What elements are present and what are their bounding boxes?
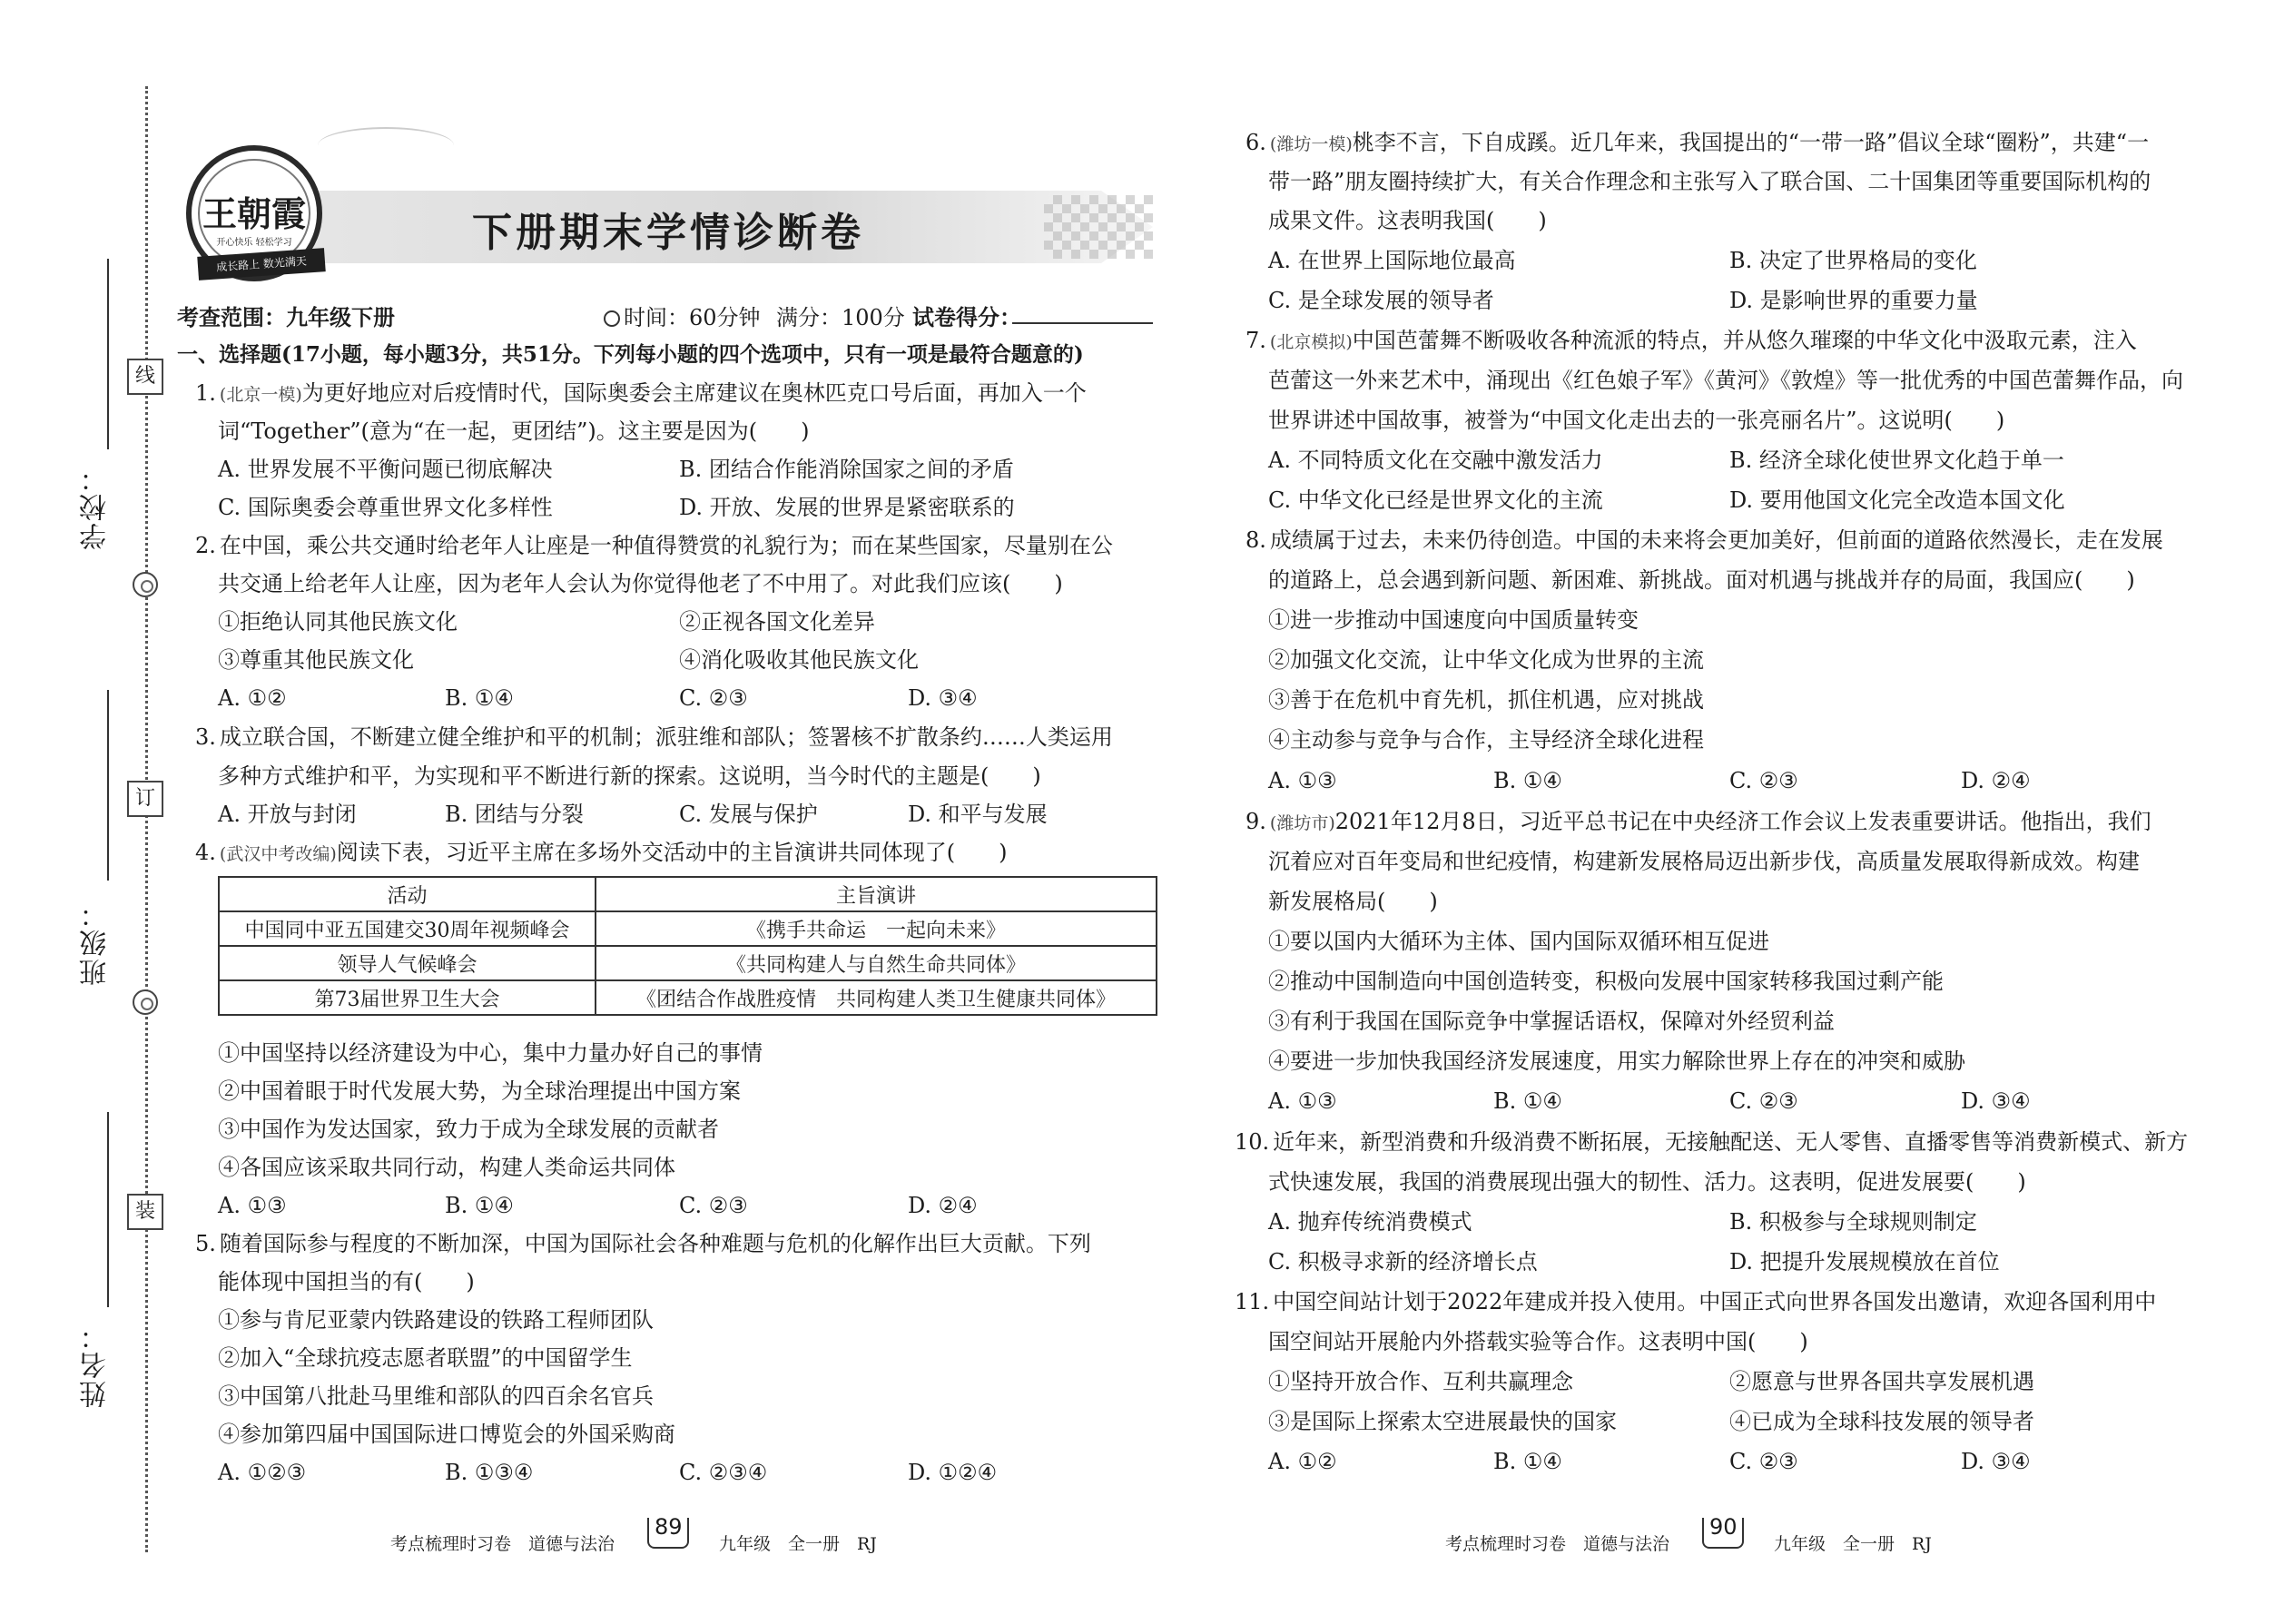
question-text: C. ②③	[1729, 1088, 1798, 1114]
binding-dashed-line	[145, 86, 148, 1552]
seal-line: 线	[127, 359, 163, 395]
table-cell: 《团结合作战胜疫情 共同构建人类卫生健康共同体》	[596, 980, 1157, 1015]
question-stem	[1245, 527, 2163, 554]
question-line	[1268, 447, 1603, 474]
question-text: C. ②③	[679, 685, 748, 711]
question-text: 的道路上，总会遇到新问题、新困难、新挑战。面对机遇与挑战并存的局面，我国应( )	[1268, 567, 2135, 593]
question-stem	[1245, 129, 2149, 158]
question-text: A. ①②③	[218, 1460, 307, 1485]
decorative-ribbon	[318, 127, 454, 163]
question-line	[1729, 447, 2064, 474]
question-text: B. 团结与分裂	[445, 802, 584, 827]
question-text: ④各国应该采取共同行动，构建人类命运共同体	[218, 1155, 675, 1180]
question-number: 7.	[1245, 328, 1266, 353]
question-text: D. ②④	[1961, 768, 2031, 793]
question-line	[218, 801, 357, 828]
question-stem	[1245, 327, 2137, 356]
question-text: 为更好地应对后疫情时代，国际奥委会主席建议在奥林匹克口号后面，再加入一个	[301, 380, 1087, 406]
question-text: ③尊重其他民族文化	[218, 647, 414, 673]
binding-knot-icon	[133, 989, 158, 1015]
question-text: D. 把提升发展规模放在首位	[1729, 1249, 2000, 1275]
question-line	[1729, 1248, 2000, 1275]
question-text: C. 是全球发展的领导者	[1268, 288, 1494, 313]
question-text: C. 发展与保护	[679, 802, 818, 827]
speech-table	[218, 876, 1157, 1016]
table-cell: 领导人气候峰会	[219, 946, 596, 980]
question-text: ④消化吸收其他民族文化	[679, 647, 919, 673]
question-line	[908, 684, 978, 712]
question-text: A. ①③	[218, 1193, 287, 1218]
question-stem	[1235, 1288, 2156, 1315]
question-line	[218, 1383, 654, 1410]
question-text: 国空间站开展舱内外搭载实验等合作。这表明中国( )	[1268, 1329, 1808, 1354]
question-text: 能体现中国担当的有( )	[218, 1269, 475, 1294]
question-stem	[195, 839, 1007, 868]
question-text: B. 决定了世界格局的变化	[1729, 248, 1977, 273]
question-line	[1268, 1408, 1617, 1435]
question-text: 2021年12月8日，习近平总书记在中央经济工作会议上发表重要讲话。他指出，我们	[1334, 809, 2151, 834]
question-line	[679, 608, 875, 635]
question-line	[679, 1459, 767, 1486]
question-line	[1268, 207, 1547, 234]
table-cell: 《共同构建人与自然生命共同体》	[596, 946, 1157, 980]
brand-logo-ribbon: 成长路上 数光满天	[197, 248, 325, 281]
table-header-activity: 活动	[219, 877, 596, 911]
question-line	[218, 646, 414, 674]
question-text: 新发展格局( )	[1268, 889, 1438, 914]
question-stem	[1235, 1128, 2188, 1156]
question-line	[679, 1192, 748, 1219]
school-fill-line[interactable]	[107, 259, 109, 449]
question-text: C. 中华文化已经是世界文化的主流	[1268, 487, 1603, 513]
name-fill-line[interactable]	[107, 1112, 109, 1307]
exam-scope: 考查范围：九年级下册	[177, 304, 395, 330]
question-text: A. 世界发展不平衡问题已彻底解决	[218, 457, 553, 482]
question-text: ①参与肯尼亚蒙内铁路建设的铁路工程师团队	[218, 1307, 654, 1333]
question-text: C. ②③	[679, 1193, 748, 1218]
score-input-line[interactable]	[1012, 322, 1153, 324]
question-text: ④参加第四届中国国际进口博览会的外国采购商	[218, 1422, 675, 1447]
question-text: D. 和平与发展	[908, 802, 1048, 827]
question-line	[1268, 928, 1769, 955]
footer-left-grade: 九年级 全一册 RJ	[719, 1534, 877, 1554]
question-line	[908, 801, 1048, 828]
question-text: ①要以国内大循环为主体、国内国际双循环相互促进	[1268, 929, 1769, 954]
table-row	[219, 911, 1157, 946]
question-number: 3.	[195, 724, 216, 750]
question-line	[1268, 247, 1516, 274]
question-text: 成果文件。这表明我国( )	[1268, 208, 1547, 233]
question-line	[1961, 1088, 2031, 1115]
question-text: 沉着应对百年变局和世纪疫情，构建新发展格局迈出新步伐，高质量发展取得新成效。构建	[1268, 849, 2140, 874]
question-text: B. 经济全球化使世界文化趋于单一	[1729, 448, 2064, 473]
table-cell: 中国同中亚五国建交30周年视频峰会	[219, 911, 596, 946]
exam-time-label: 时间：60分钟	[624, 305, 761, 330]
seal-order: 订	[127, 781, 163, 817]
question-number: 5.	[195, 1231, 216, 1256]
question-line	[1729, 767, 1798, 794]
question-text: 词“Together”(意为“在一起，更团结”)。这主要是因为( )	[218, 418, 810, 444]
checker-pattern	[1044, 195, 1153, 259]
question-text: ④已成为全球科技发展的领导者	[1729, 1409, 2034, 1434]
question-line	[1268, 1088, 1337, 1115]
question-text: 在中国，乘公共交通时给老年人让座是一种值得赞赏的礼貌行为；而在某些国家，尽量别在公	[219, 533, 1113, 558]
question-text: ①进一步推动中国速度向中国质量转变	[1268, 607, 1639, 633]
question-line	[1268, 287, 1494, 314]
question-text: 成绩属于过去，未来仍待创造。中国的未来将会更加美好，但前面的道路依然漫长，走在发展	[1269, 527, 2163, 553]
question-line	[1268, 1048, 1965, 1075]
class-label: 班级：	[80, 899, 112, 986]
question-text: ③有利于我国在国际竞争中掌握话语权，保障对外经贸利益	[1268, 1009, 1835, 1034]
question-text: 带一路”朋友圈持续扩大，有关合作理念和主张写入了联合国、二十国集团等重要国际机构的	[1268, 169, 2151, 194]
question-source: (北京一模)	[219, 385, 302, 405]
question-line	[218, 1039, 763, 1067]
question-line	[1268, 848, 2140, 875]
question-text: 多种方式维护和平，为实现和平不断进行新的探索。这说明，当今时代的主题是( )	[218, 763, 1041, 789]
question-line	[1268, 606, 1639, 634]
question-text: 世界讲述中国故事，被誉为“中国文化走出去的一张亮丽名片”。这说明( )	[1268, 408, 2005, 433]
question-line	[445, 801, 584, 828]
question-line	[218, 494, 553, 521]
question-source: (潍坊市)	[1269, 813, 1335, 833]
page-title: 下册期末学情诊断卷	[472, 210, 864, 256]
question-text: B. ①④	[445, 1193, 514, 1218]
table-cell: 第73届世界卫生大会	[219, 980, 596, 1015]
question-line	[1729, 247, 1977, 274]
question-text: ③善于在危机中育先机，抓住机遇，应对挑战	[1268, 687, 1704, 713]
question-text: D. ③④	[908, 685, 978, 711]
question-line	[1729, 487, 2065, 514]
question-line	[218, 1268, 475, 1295]
question-line	[1961, 1448, 2031, 1475]
table-row	[219, 946, 1157, 980]
question-line	[445, 1192, 514, 1219]
name-label: 姓名：	[80, 1321, 112, 1408]
question-line	[1268, 726, 1704, 753]
question-text: 随着国际参与程度的不断加深，中国为国际社会各种难题与危机的化解作出巨大贡献。下列	[219, 1231, 1091, 1256]
question-stem	[195, 379, 1087, 408]
exam-time	[604, 300, 761, 331]
question-stem	[1245, 808, 2151, 837]
question-text: 成立联合国，不断建立健全维护和平的机制；派驻维和部队；签署核不扩散条约……人类运用	[219, 724, 1113, 750]
question-line	[218, 1192, 287, 1219]
question-text: ①拒绝认同其他民族文化	[218, 609, 458, 635]
class-fill-line[interactable]	[107, 690, 109, 881]
question-text: ②加入“全球抗疫志愿者联盟”的中国留学生	[218, 1345, 633, 1371]
question-text: C. ②③	[1729, 768, 1798, 793]
page-number-right: 90	[1709, 1514, 1738, 1540]
question-text: A. 抛弃传统消费模式	[1268, 1209, 1472, 1235]
question-source: (武汉中考改编)	[219, 844, 337, 864]
question-text: ②愿意与世界各国共享发展机遇	[1729, 1369, 2034, 1394]
question-text: ③是国际上探索太空进展最快的国家	[1268, 1409, 1617, 1434]
question-number: 9.	[1245, 809, 1266, 834]
question-line	[1268, 646, 1704, 674]
footer-right-grade: 九年级 全一册 RJ	[1774, 1534, 1932, 1554]
question-number: 6.	[1245, 130, 1266, 155]
question-text: 式快速发展，我国的消费展现出强大的韧性、活力。这表明，促进发展要( )	[1268, 1169, 2026, 1195]
question-text: A. ①②	[218, 685, 287, 711]
question-line	[1268, 686, 1704, 714]
clock-icon	[604, 310, 620, 327]
question-line	[218, 418, 809, 445]
question-line	[218, 570, 1063, 597]
question-text: C. 积极寻求新的经济增长点	[1268, 1249, 1538, 1275]
question-line	[1268, 968, 1944, 995]
question-line	[218, 684, 287, 712]
question-text: ③中国第八批赴马里维和部队的四百余名官兵	[218, 1383, 654, 1409]
exam-score-label: 试卷得分：	[912, 304, 1021, 330]
question-line	[908, 1192, 978, 1219]
question-line	[1268, 168, 2151, 195]
question-text: 近年来，新型消费和升级消费不断拓展，无接触配送、无人零售、直播零售等消费新模式、新方	[1273, 1129, 2189, 1155]
question-line	[1268, 566, 2135, 594]
question-line	[445, 684, 514, 712]
table-cell: 《携手共命运 一起向未来》	[596, 911, 1157, 946]
question-text: ①坚持开放合作、互利共赢理念	[1268, 1369, 1573, 1394]
question-line	[218, 1459, 306, 1486]
question-text: D. ②④	[908, 1193, 978, 1218]
question-line	[1268, 487, 1603, 514]
question-line	[218, 608, 458, 635]
question-text: B. 团结合作能消除国家之间的矛盾	[679, 457, 1014, 482]
question-line	[218, 1116, 719, 1143]
question-text: 桃李不言，下自成蹊。近几年来，我国提出的“一带一路”倡议全球“圈粉”，共建“一	[1352, 130, 2150, 155]
table-header-speech: 主旨演讲	[596, 877, 1157, 911]
school-label: 学校：	[80, 463, 112, 550]
brand-logo-sub: 开心快乐 轻松学习	[216, 238, 292, 248]
question-line	[1268, 1368, 1573, 1395]
question-text: A. 在世界上国际地位最高	[1268, 248, 1516, 273]
question-number: 8.	[1245, 527, 1266, 553]
question-text: ②推动中国制造向中国创造转变，积极向发展中国家转移我国过剩产能	[1268, 969, 1944, 994]
brand-logo-name: 王朝霞	[202, 193, 306, 234]
question-text: A. 开放与封闭	[218, 802, 357, 827]
question-line	[1268, 1328, 1808, 1355]
question-text: ②加强文化交流，让中华文化成为世界的主流	[1268, 647, 1704, 673]
section-heading: 一、选择题(17小题，每小题3分，共51分。下列每小题的四个选项中，只有一项是最符合题意的)	[177, 342, 1084, 367]
question-number: 1.	[195, 380, 216, 406]
question-line	[445, 1459, 533, 1486]
question-line	[1268, 407, 2004, 434]
question-text: B. ①④	[1493, 1088, 1562, 1114]
question-line	[1268, 1248, 1538, 1275]
question-text: ③中国作为发达国家，致力于成为全球发展的贡献者	[218, 1117, 719, 1142]
question-line	[218, 1306, 654, 1334]
footer-left-book: 考点梳理时习卷 道德与法治	[390, 1534, 615, 1554]
binding-knot-icon	[133, 572, 158, 597]
question-line	[1268, 767, 1337, 794]
question-line	[679, 456, 1014, 483]
question-line	[1729, 1408, 2034, 1435]
question-text: D. ①②④	[908, 1460, 998, 1485]
question-line	[1493, 1088, 1562, 1115]
question-text: ②中国着眼于时代发展大势，为全球治理提出中国方案	[218, 1078, 741, 1104]
question-text: 共交通上给老年人让座，因为老年人会认为你觉得他老了不中用了。对此我们应该( )	[218, 571, 1063, 596]
question-line	[1493, 767, 1562, 794]
question-line	[218, 1078, 741, 1105]
question-line	[1729, 1448, 1798, 1475]
question-line	[679, 646, 919, 674]
question-line	[218, 1421, 675, 1448]
question-text: A. 不同特质文化在交融中激发活力	[1268, 448, 1603, 473]
page-number-left: 89	[655, 1514, 683, 1540]
question-source: (北京模拟)	[1269, 332, 1353, 352]
question-text: B. ①④	[1493, 1449, 1562, 1474]
footer-right-book: 考点梳理时习卷 道德与法治	[1445, 1534, 1670, 1554]
question-text: C. 国际奥委会尊重世界文化多样性	[218, 495, 553, 520]
question-text: D. 是影响世界的重要力量	[1729, 288, 1978, 313]
question-line	[218, 1344, 633, 1372]
question-text: D. 要用他国文化完全改造本国文化	[1729, 487, 2065, 513]
question-text: B. 积极参与全球规则制定	[1729, 1209, 1977, 1235]
question-stem	[195, 1230, 1091, 1257]
question-line	[1268, 888, 1438, 915]
question-source: (潍坊一模)	[1269, 134, 1353, 154]
question-line	[679, 684, 748, 712]
question-text: A. ①③	[1268, 768, 1337, 793]
question-text: B. ①③④	[445, 1460, 534, 1485]
question-line	[1729, 287, 1978, 314]
question-line	[1961, 767, 2031, 794]
question-line	[1493, 1448, 1562, 1475]
question-line	[908, 1459, 997, 1486]
question-line	[679, 801, 818, 828]
question-number: 10.	[1235, 1129, 1270, 1155]
question-text: 阅读下表，习近平主席在多场外交活动中的主旨演讲共同体现了( )	[336, 840, 1008, 865]
question-line	[1729, 1208, 1977, 1235]
question-line	[218, 763, 1041, 790]
question-number: 2.	[195, 533, 216, 558]
question-line	[218, 1154, 675, 1181]
exam-full-score: 满分：100分	[776, 305, 905, 330]
question-line	[1729, 1368, 2034, 1395]
seal-bind: 装	[127, 1194, 163, 1230]
table-header-row	[219, 877, 1157, 911]
question-text: B. ①④	[1493, 768, 1562, 793]
question-text: D. 开放、发展的世界是紧密联系的	[679, 495, 1015, 520]
question-number: 11.	[1235, 1289, 1270, 1314]
question-stem	[195, 532, 1113, 559]
question-line	[1268, 367, 2183, 394]
question-text: A. ①②	[1268, 1449, 1337, 1474]
question-line	[679, 494, 1015, 521]
question-text: D. ③④	[1961, 1088, 2031, 1114]
question-text: ①中国坚持以经济建设为中心，集中力量办好自己的事情	[218, 1040, 763, 1066]
question-text: 中国芭蕾舞不断吸收各种流派的特点，并从悠久璀璨的中华文化中汲取元素，注入	[1352, 328, 2137, 353]
question-text: 芭蕾这一外来艺术中，涌现出《红色娘子军》《黄河》《敦煌》等一批优秀的中国芭蕾舞作品，向	[1268, 368, 2183, 393]
question-text: ④要进一步加快我国经济发展速度，用实力解除世界上存在的冲突和威胁	[1268, 1048, 1965, 1074]
question-text: A. ①③	[1268, 1088, 1337, 1114]
question-text: C. ②③④	[679, 1460, 768, 1485]
question-text: C. ②③	[1729, 1449, 1798, 1474]
question-line	[1268, 1168, 2026, 1196]
question-line	[218, 456, 553, 483]
question-line	[1268, 1008, 1835, 1035]
question-line	[1729, 1088, 1798, 1115]
question-text: ②正视各国文化差异	[679, 609, 875, 635]
question-line	[1268, 1448, 1337, 1475]
question-number: 4.	[195, 840, 216, 865]
question-line	[1268, 1208, 1472, 1235]
question-text: D. ③④	[1961, 1449, 2031, 1474]
question-stem	[195, 723, 1113, 751]
question-text: ④主动参与竞争与合作，主导经济全球化进程	[1268, 727, 1704, 753]
question-text: B. ①④	[445, 685, 514, 711]
question-text: 中国空间站计划于2022年建成并投入使用。中国正式向世界各国发出邀请，欢迎各国利用中	[1273, 1289, 2157, 1314]
table-row	[219, 980, 1157, 1015]
